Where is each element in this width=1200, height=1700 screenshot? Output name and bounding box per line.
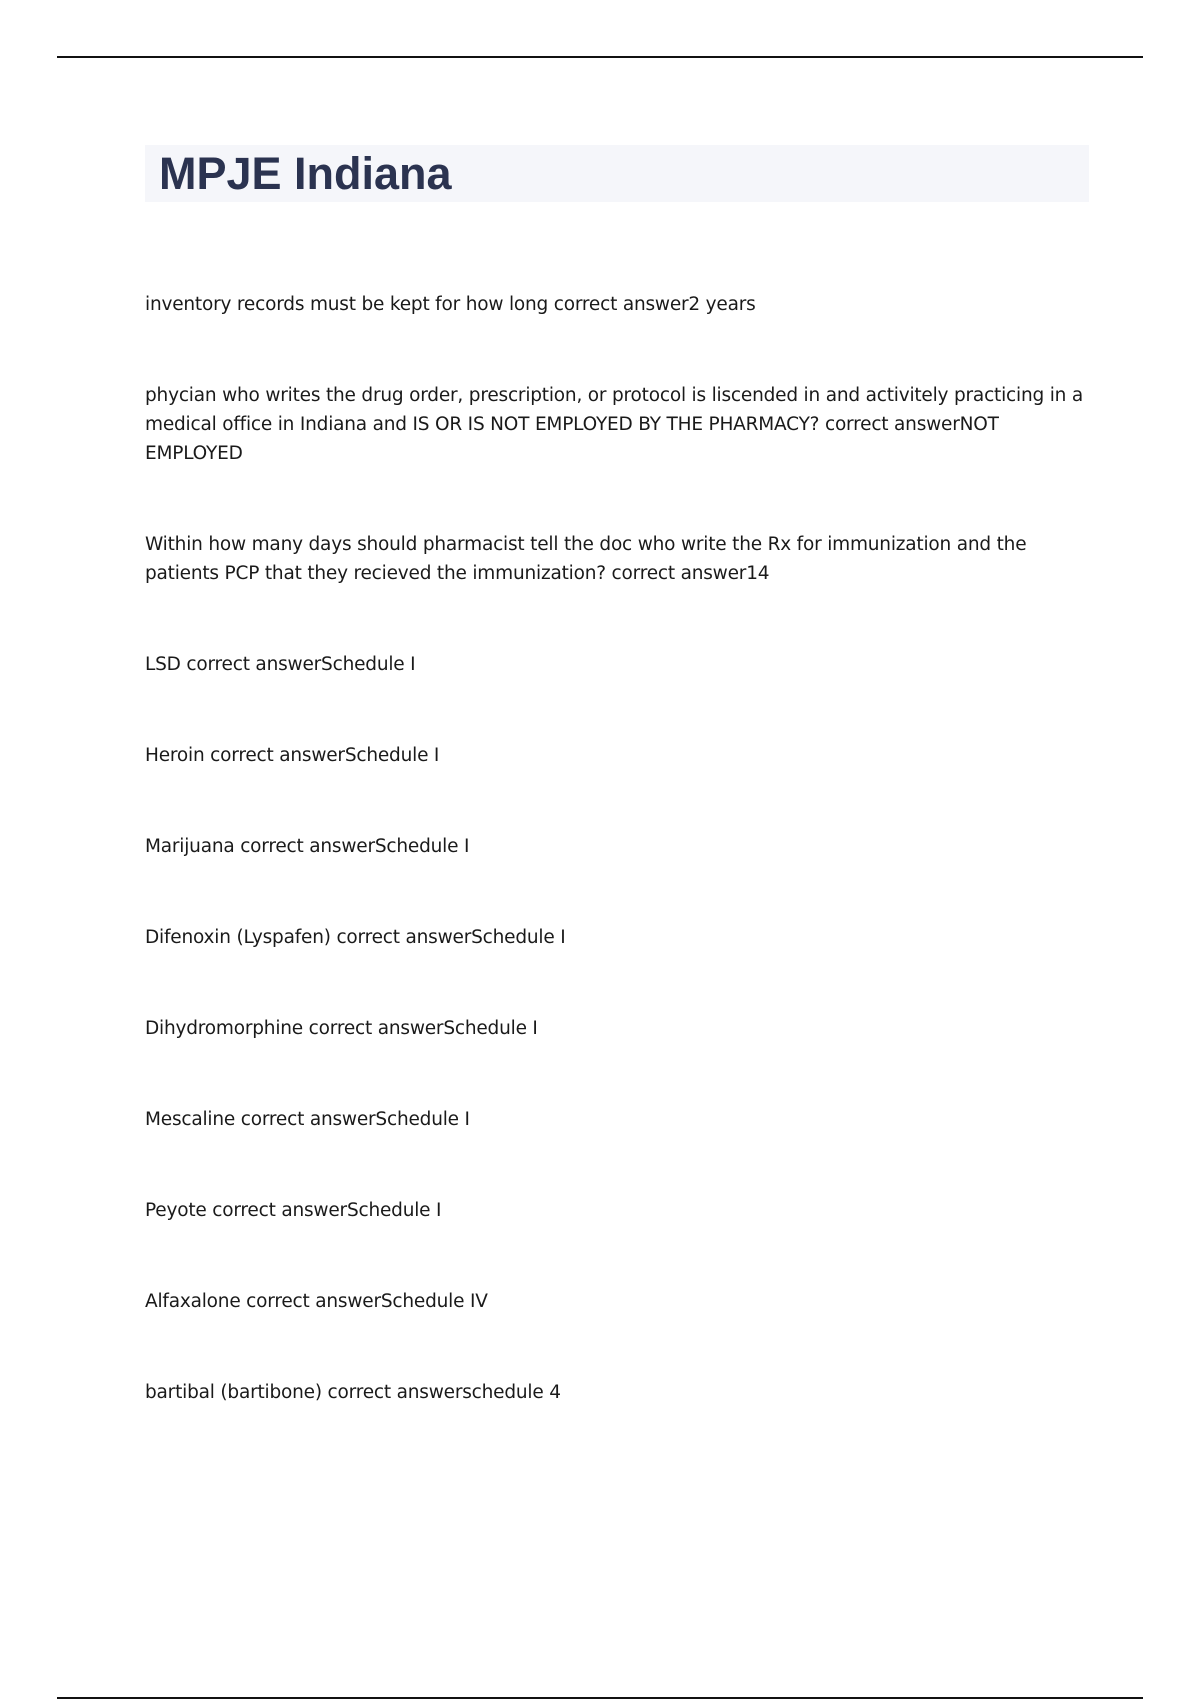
- qa-item: bartibal (bartibone) correct answerschedule 4: [145, 1382, 561, 1403]
- bottom-rule: [57, 1697, 1143, 1699]
- qa-item: Difenoxin (Lyspafen) correct answerSchedule I: [145, 927, 566, 948]
- title-banner: [145, 145, 1089, 202]
- qa-list: [145, 290, 1085, 1469]
- page-title: MPJE Indiana: [159, 148, 452, 199]
- qa-item: Mescaline correct answerSchedule I: [145, 1109, 470, 1130]
- top-rule: [57, 56, 1143, 58]
- qa-item: inventory records must be kept for how long correct answer2 years: [145, 294, 756, 315]
- qa-item: Alfaxalone correct answerSchedule IV: [145, 1291, 488, 1312]
- qa-item: Marijuana correct answerSchedule I: [145, 836, 470, 857]
- qa-item: phycian who writes the drug order, prescription, or protocol is liscended in and activitely practicing in a medical office in Indiana and IS OR IS NOT EMPLOYED BY THE PHARMACY? correct answerNOT EMPLOYED: [145, 385, 1083, 464]
- qa-item: Peyote correct answerSchedule I: [145, 1200, 442, 1221]
- qa-item: Dihydromorphine correct answerSchedule I: [145, 1018, 538, 1039]
- qa-item: LSD correct answerSchedule I: [145, 654, 416, 675]
- qa-item: Heroin correct answerSchedule I: [145, 745, 440, 766]
- qa-item: Within how many days should pharmacist tell the doc who write the Rx for immunization and the patients PCP that they recieved the immunization? correct answer14: [145, 534, 1027, 584]
